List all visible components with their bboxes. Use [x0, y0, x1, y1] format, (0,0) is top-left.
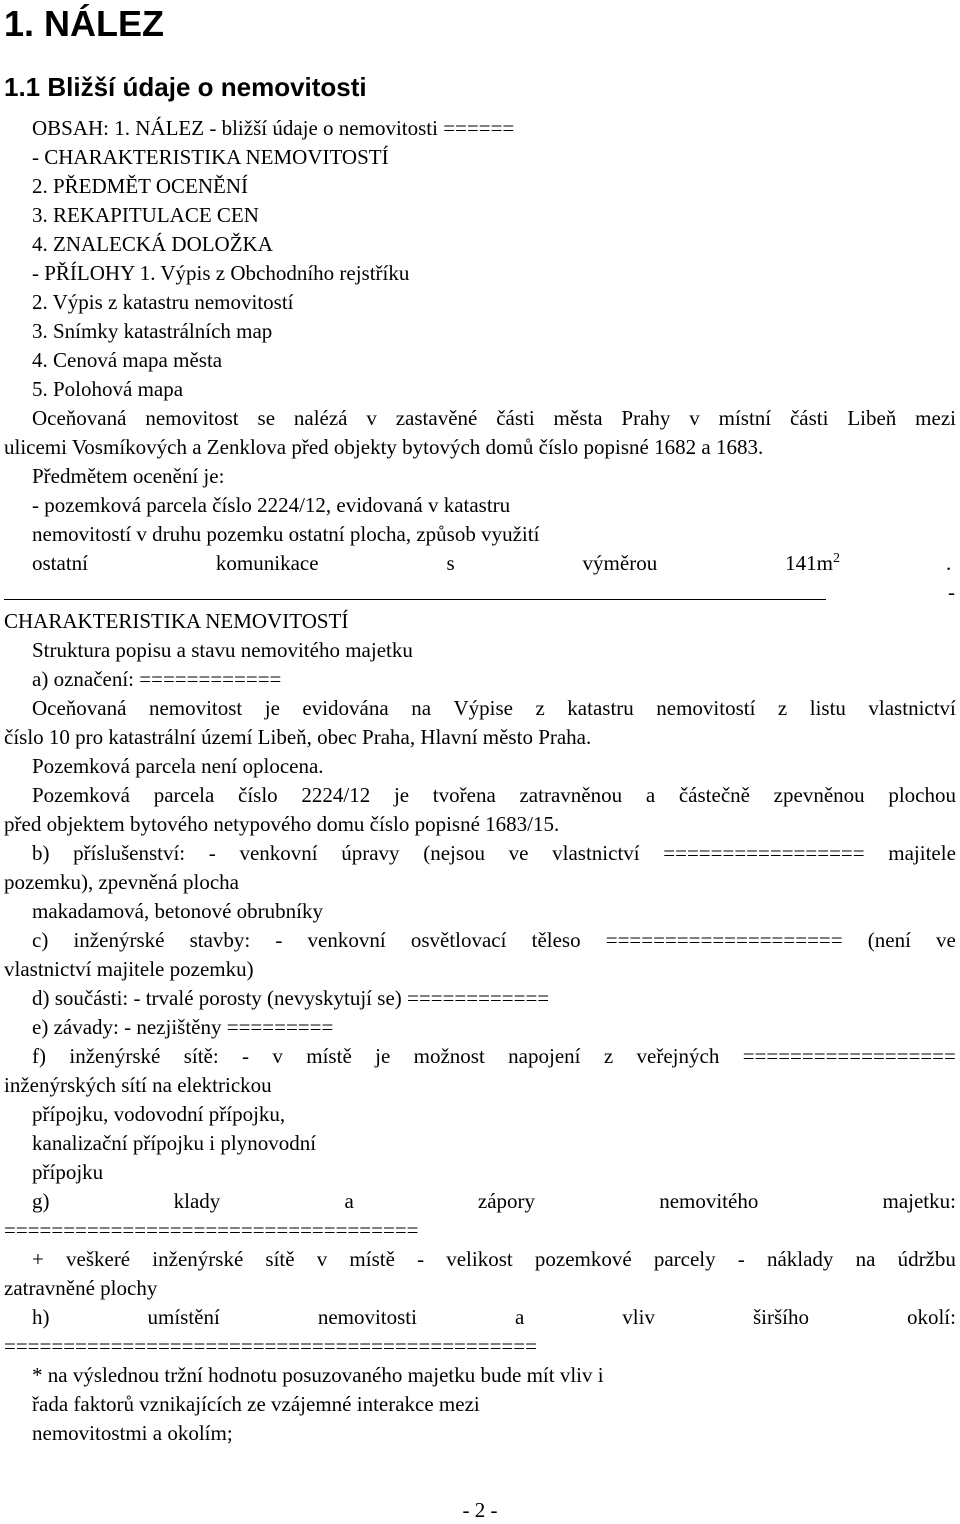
word: je [393, 783, 410, 807]
item-b-line-2: pozemku), zpevněná plocha [4, 870, 239, 894]
word: nemovitého [659, 1189, 759, 1213]
word: stavby: [189, 928, 251, 952]
word: majitele [888, 841, 956, 865]
word: Libeň [847, 406, 897, 430]
word: inženýrské [152, 1247, 244, 1271]
word: nemovitosti [317, 1305, 417, 1329]
word: - [737, 1247, 745, 1271]
word: nemovitost [145, 406, 239, 430]
contents-line: 3. Snímky katastrálních map [32, 319, 273, 343]
word: tvořena [432, 783, 496, 807]
word: nalézá [293, 406, 348, 430]
subject-line-2: nemovitostí v druhu pozemku ostatní plocha, způsob využití [32, 522, 540, 546]
word: nemovitostí [656, 696, 756, 720]
word: napojení [508, 1044, 581, 1068]
word: veškeré [66, 1247, 131, 1271]
item-h-line-1 [32, 1303, 956, 1331]
structure-line: Struktura popisu a stavu nemovitého majetku [32, 638, 413, 662]
contents-line: - CHARAKTERISTIKA NEMOVITOSTÍ [32, 145, 389, 169]
word: listu [809, 696, 846, 720]
word: části [789, 406, 829, 430]
word: pozemkové [534, 1247, 632, 1271]
page-number: - 2 - [462, 1498, 498, 1522]
item-h-line-2: ============================================= [4, 1334, 537, 1358]
parcel-area: $141m^2$ [785, 551, 840, 575]
word: zatravněnou [519, 783, 623, 807]
contents-line: 3. REKAPITULACE CEN [32, 203, 259, 227]
contents-line: OBSAH: 1. NÁLEZ - bližší údaje o nemovitosti ====== [32, 116, 515, 140]
word: vlastnictví [552, 841, 640, 865]
item-f-line-3: přípojku, vodovodní přípojku, [32, 1102, 286, 1126]
word: okolí: [906, 1305, 956, 1329]
contents-line: - PŘÍLOHY 1. Výpis z Obchodního rejstříku [32, 261, 410, 285]
characteristics-title: CHARAKTERISTIKA NEMOVITOSTÍ [4, 609, 349, 633]
item-e-line: e) závady: - nezjištěny ========= [32, 1015, 334, 1039]
page-heading: 1. NÁLEZ [4, 3, 165, 44]
word: venkovní [307, 928, 386, 952]
word: (není [867, 928, 911, 952]
word: úpravy [341, 841, 400, 865]
word: sítě [265, 1247, 295, 1271]
word: zápory [477, 1189, 536, 1213]
word: evidována [302, 696, 389, 720]
word: majetku: [882, 1189, 956, 1213]
item-h-line-3: * na výslednou tržní hodnotu posuzovaného majetku bude mít vliv i [32, 1363, 604, 1387]
item-f-line-2: inženýrských sítí na elektrickou [4, 1073, 272, 1097]
item-a-line-2: číslo 10 pro katastrální území Libeň, obec Praha, Hlavní město Praha. [4, 725, 592, 749]
word: části [496, 406, 535, 430]
word: Výpise [453, 696, 513, 720]
word: na [411, 696, 432, 720]
divider-line [4, 599, 826, 600]
word: z [535, 696, 545, 720]
word: se [257, 406, 276, 430]
word: těleso [531, 928, 581, 952]
item-f-line-4: kanalizační přípojku i plynovodní [32, 1131, 317, 1155]
item-f-line-5: přípojku [32, 1160, 104, 1184]
word: veřejných [636, 1044, 720, 1068]
word: sítě: [183, 1044, 219, 1068]
word: Pozemková [32, 783, 130, 807]
contents-line: 5. Polohová mapa [32, 377, 184, 401]
word: + [32, 1247, 44, 1271]
word: parcely [653, 1247, 716, 1271]
item-a-label: a) označení: ============ [32, 667, 282, 691]
item-a-line-3: Pozemková parcela není oplocena. [32, 754, 324, 778]
word: - [242, 1044, 250, 1068]
word: (nejsou [423, 841, 486, 865]
word: zastavěné [395, 406, 478, 430]
word: místní [718, 406, 772, 430]
word: f) [32, 1044, 46, 1068]
word: - [208, 841, 216, 865]
word: v [689, 406, 700, 430]
item-h-line-4: řada faktorů vznikajících ze vzájemné interakce mezi [32, 1392, 480, 1416]
item-a-line-1 [32, 694, 956, 722]
word: a [344, 1189, 354, 1213]
subject-line-3: ostatní komunikace s výměrou $141m^2$ [32, 551, 840, 575]
word: katastru [567, 696, 634, 720]
word: c) [32, 928, 49, 952]
word: h) [32, 1305, 50, 1329]
word: plochou [888, 783, 956, 807]
word: ================== [742, 1044, 956, 1068]
word: údržbu [897, 1247, 956, 1271]
word: Oceňovaná [32, 406, 127, 430]
word: místě [349, 1247, 395, 1271]
item-a-line-4 [32, 781, 956, 809]
location-line-1 [32, 404, 956, 432]
word: nemovitost [148, 696, 243, 720]
item-h-line-5: nemovitostmi a okolím; [32, 1421, 233, 1445]
word: mezi [915, 406, 956, 430]
item-c-line-2: vlastnictví majitele pozemku) [4, 957, 254, 981]
word: širšího [752, 1305, 809, 1329]
word: ve [936, 928, 956, 952]
word: v [272, 1044, 283, 1068]
contents-line: 2. Výpis z katastru nemovitostí [32, 290, 294, 314]
item-d-line: d) součásti: - trvalé porosty (nevyskytují se) ============ [32, 986, 550, 1010]
item-a-line-5: před objektem bytového netypového domu číslo popisné 1683/15. [4, 812, 560, 836]
word: osvětlovací [410, 928, 507, 952]
word: z [777, 696, 788, 720]
word: příslušenství: [73, 841, 186, 865]
word: ve [508, 841, 529, 865]
word: - [417, 1247, 425, 1271]
subject-line-1: - pozemková parcela číslo 2224/12, evidovaná v katastru [32, 493, 511, 517]
word: vliv [622, 1305, 655, 1329]
word: Oceňovaná [32, 696, 127, 720]
item-b-line-3: makadamová, betonové obrubníky [32, 899, 324, 923]
item-b-line-1 [32, 839, 956, 867]
word: 2224/12 [301, 783, 371, 807]
subject-intro: Předmětem ocenění je: [32, 464, 225, 488]
word: číslo [238, 783, 278, 807]
word: klady [173, 1189, 221, 1213]
word: možnost [413, 1044, 485, 1068]
location-line-2: ulicemi Vosmíkových a Zenklova před objekty bytových domů číslo popisné 1682 a 1683. [4, 435, 764, 459]
word: je [264, 696, 280, 720]
word: na [855, 1247, 876, 1271]
word: je [375, 1044, 391, 1068]
item-g-line-1 [32, 1187, 956, 1215]
item-g-line-3 [32, 1245, 956, 1273]
section-heading: 1.1 Bližší údaje o nemovitosti [4, 72, 367, 102]
contents-line: 4. Cenová mapa města [32, 348, 223, 372]
divider-dash: - [948, 580, 955, 604]
word: v [316, 1247, 328, 1271]
subject-dot: . [946, 551, 952, 575]
word: města [553, 406, 603, 430]
contents-line: 4. ZNALECKÁ DOLOŽKA [32, 232, 273, 256]
word: a [514, 1305, 525, 1329]
word: - [275, 928, 283, 952]
word: ==================== [605, 928, 843, 952]
word: umístění [147, 1305, 220, 1329]
word: v [366, 406, 377, 430]
word: inženýrské [69, 1044, 161, 1068]
word: zpevněnou [773, 783, 865, 807]
word: Prahy [621, 406, 671, 430]
word: parcela [153, 783, 215, 807]
word: venkovní [239, 841, 318, 865]
word: velikost [446, 1247, 513, 1271]
word: inženýrské [73, 928, 165, 952]
item-c-line-1 [32, 926, 956, 954]
word: ================= [663, 841, 865, 865]
word: vlastnictví [868, 696, 956, 720]
word: b) [32, 841, 50, 865]
word: částečně [678, 783, 750, 807]
contents-line: 2. PŘEDMĚT OCENĚNÍ [32, 174, 249, 198]
item-f-line-1 [32, 1042, 956, 1070]
item-g-line-4: zatravněné plochy [4, 1276, 158, 1300]
word: g) [32, 1189, 50, 1213]
word: z [603, 1044, 614, 1068]
word: náklady [766, 1247, 834, 1271]
item-g-line-2: =================================== [4, 1218, 419, 1242]
word: místě [306, 1044, 352, 1068]
word: a [645, 783, 656, 807]
